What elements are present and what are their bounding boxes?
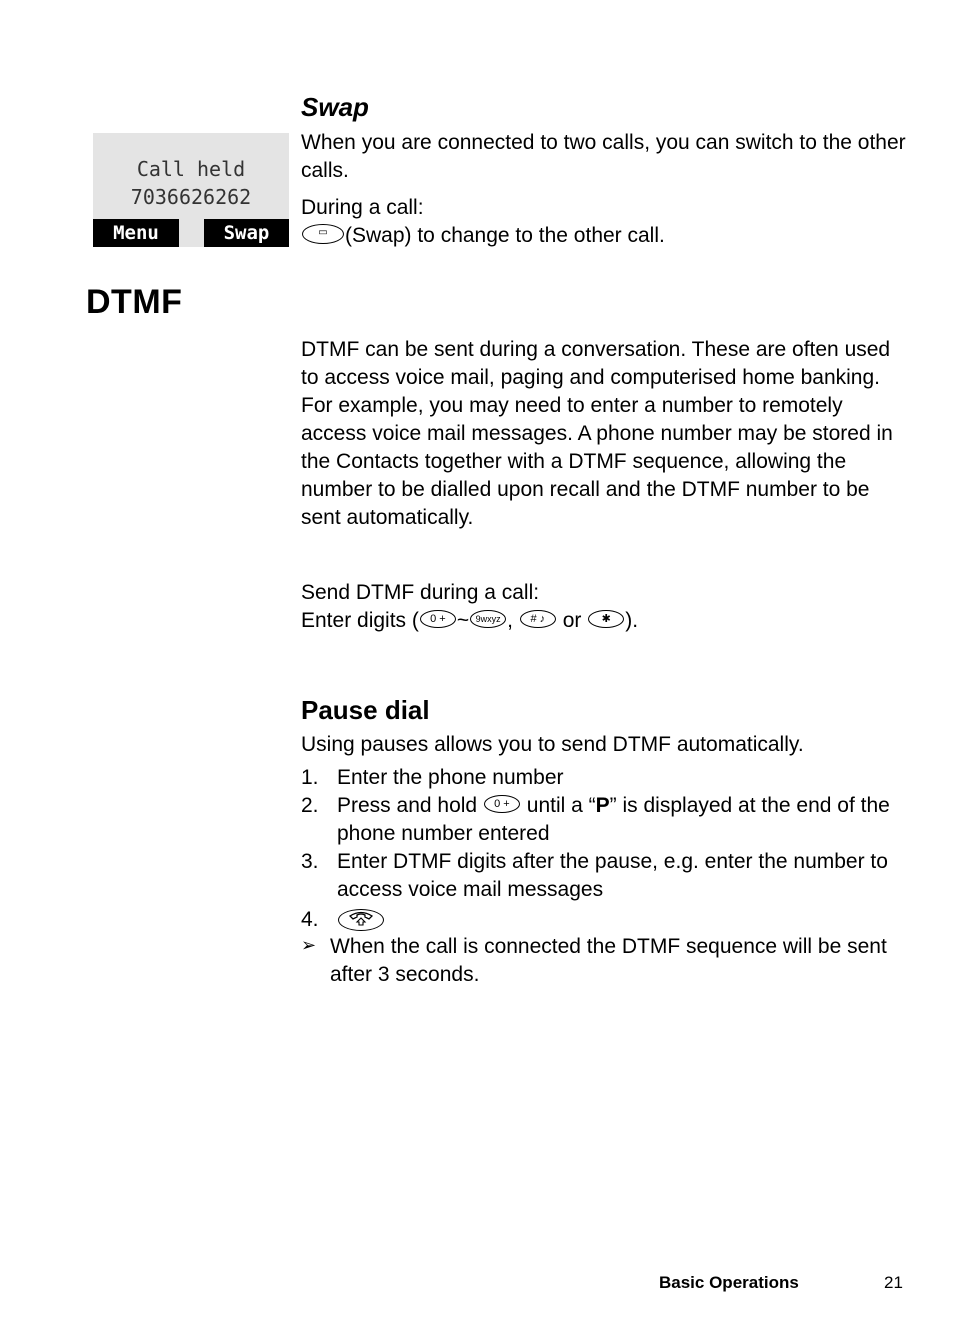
zero-key-icon: 0 + xyxy=(484,795,520,813)
star-key-icon: ✱ xyxy=(588,610,624,628)
dtmf-paragraph: DTMF can be sent during a conversation. These are often used to access voice mail, paging and computerised home banking. For example, you may need to enter a number to remotely access voice mail messages. A phone number may be stored in the Contacts together with a DTMF sequence, allowing the number to be dialled upon recall and the DTMF number to be sent automatically. xyxy=(301,338,893,529)
list-item xyxy=(301,792,911,848)
pause-steps xyxy=(301,764,911,934)
dtmf-enter-line xyxy=(301,607,911,635)
step-text-pre: Press and hold xyxy=(337,794,478,817)
swap-heading: Swap xyxy=(301,92,369,122)
zero-key-icon: 0 + xyxy=(420,610,456,628)
enter-prefix: Enter digits ( xyxy=(301,609,419,632)
step-number: 2. xyxy=(301,794,319,817)
phone-screen xyxy=(93,133,289,247)
pause-intro: Using pauses allows you to send DTMF automatically. xyxy=(301,733,804,756)
pause-note xyxy=(301,933,911,989)
softkey-menu: Menu xyxy=(93,219,179,247)
step-number: 3. xyxy=(301,850,319,873)
note-arrow-icon: ➢ xyxy=(301,935,317,955)
softkey-right-icon: ▭ xyxy=(302,224,344,244)
swap-during-label: During a call: xyxy=(301,196,424,219)
step-text: Enter the phone number xyxy=(337,766,564,789)
enter-suffix: ). xyxy=(625,609,639,632)
note-text: When the call is connected the DTMF sequence will be sent after 3 seconds. xyxy=(330,935,887,986)
list-item xyxy=(301,906,911,934)
list-item xyxy=(301,848,911,904)
step-text-post: ” is displayed at the end of the phone number entered xyxy=(337,794,890,845)
step-number: 4. xyxy=(301,908,319,931)
softkey-swap: Swap xyxy=(204,219,289,247)
hash-key-icon: # ♪ xyxy=(520,610,556,628)
step-number: 1. xyxy=(301,766,319,789)
pause-character: P xyxy=(595,794,610,817)
nine-key-icon: 9wxyz xyxy=(470,610,506,628)
screen-line-status: Call held xyxy=(136,157,246,181)
step-text: Enter DTMF digits after the pause, e.g. enter the number to access voice mail messages xyxy=(337,850,888,901)
dtmf-heading: DTMF xyxy=(86,283,183,321)
screen-line-number: 7036626262 xyxy=(130,185,252,209)
swap-paragraph: When you are connected to two calls, you can switch to the other calls. xyxy=(301,131,906,182)
swap-action xyxy=(301,222,911,250)
call-key-icon xyxy=(338,909,384,931)
list-item xyxy=(301,764,911,792)
page-number: 21 xyxy=(884,1273,903,1292)
dtmf-send-label: Send DTMF during a call: xyxy=(301,581,540,604)
footer-section-title: Basic Operations xyxy=(659,1273,799,1292)
step-text-mid: until a “ xyxy=(526,794,596,817)
swap-action-text: (Swap) to change to the other call. xyxy=(345,224,665,247)
or-text: or xyxy=(562,609,582,632)
tilde: ~ xyxy=(456,609,470,632)
pause-heading: Pause dial xyxy=(301,695,430,725)
phone-handset-icon xyxy=(346,910,376,926)
comma: , xyxy=(507,609,513,632)
